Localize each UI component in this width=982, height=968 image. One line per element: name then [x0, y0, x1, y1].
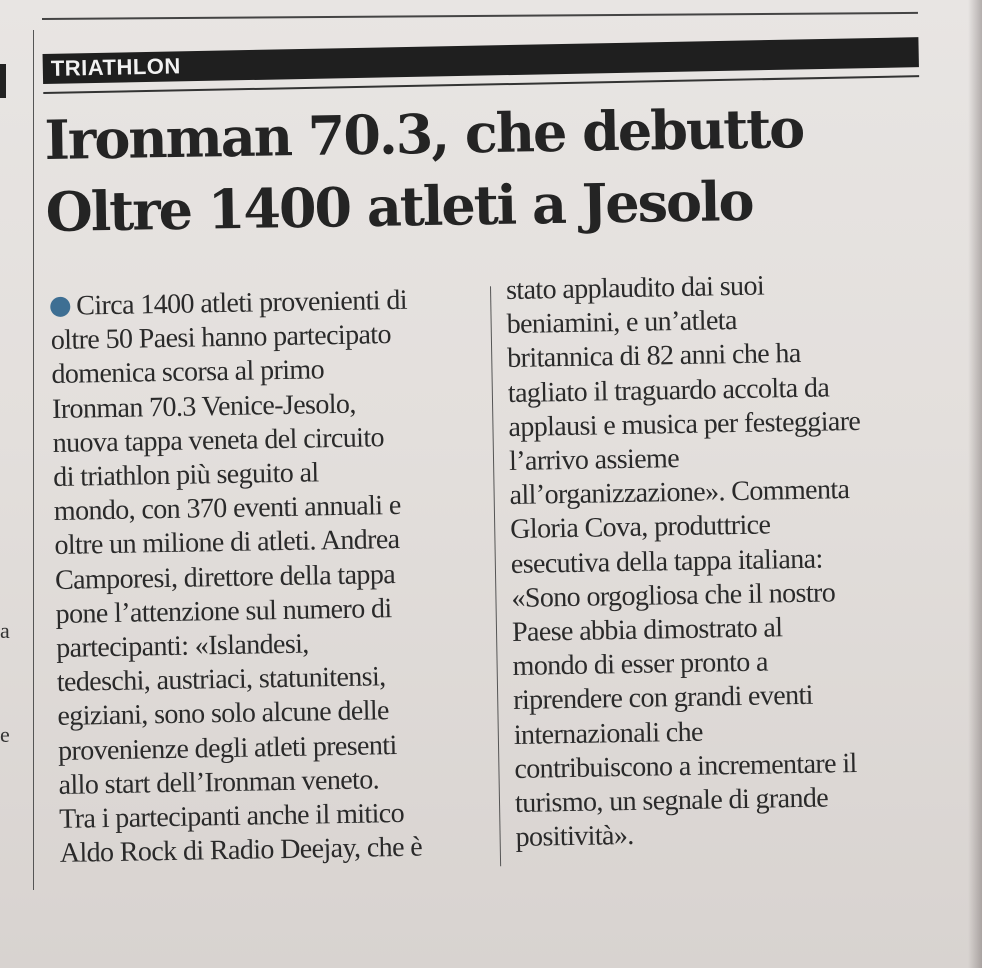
article-line: Tra i partecipanti anche il mitico — [58, 797, 405, 835]
article-line: internazionali che — [513, 716, 704, 751]
headline — [44, 90, 936, 248]
article-line: domenica scorsa al primo — [51, 354, 325, 391]
article-line: provenienze degli atleti presenti — [57, 729, 397, 767]
kicker-label: TRIATHLON — [50, 53, 181, 81]
margin-letter: e — [0, 722, 10, 747]
article-line: allo start dell’Ironman veneto. — [58, 764, 380, 801]
article-line: Aldo Rock di Radio Deejay, che è — [59, 831, 423, 870]
article-line: applausi e musica per festeggiare — [508, 405, 861, 443]
article-line: l’arrivo assieme — [508, 443, 680, 478]
article-line: esecutiva della tappa italiana: — [510, 543, 823, 580]
margin-letter: a — [0, 618, 10, 643]
section-kicker — [42, 9, 919, 94]
headline-line: Oltre 1400 atleti a Jesolo — [45, 168, 754, 244]
article-line: nuova tappa veneta del circuito — [52, 422, 385, 459]
article-line: oltre 50 Paesi hanno partecipato — [50, 319, 392, 357]
article-line: riprendere con grandi eventi — [512, 680, 814, 717]
article-line: partecipanti: «Islandesi, — [55, 628, 309, 664]
article-line: «Sono orgogliosa che il nostro — [511, 577, 836, 614]
article-line-text: Circa 1400 atleti provenienti di — [76, 284, 408, 322]
article-line: beniamini, e un’atleta — [506, 305, 738, 341]
article-line: egiziani, sono solo alcune delle — [57, 695, 390, 733]
article-line: positività». — [515, 820, 634, 854]
article-line: Camporesi, direttore della tappa — [54, 558, 396, 596]
bullet-dot-icon — [50, 297, 70, 317]
article-line: tedeschi, austriaci, statunitensi, — [56, 661, 386, 699]
article-line: di triathlon più seguito al — [53, 457, 319, 493]
column-divider — [490, 286, 501, 866]
article-line: Ironman 70.3 Venice-Jesolo, — [51, 388, 356, 425]
article-line: stato applaudito dai suoi — [505, 270, 765, 307]
article-line: britannica di 82 anni che ha — [507, 338, 801, 375]
article-column-1 — [50, 282, 490, 871]
article-line: tagliato il traguardo accolta da — [507, 372, 830, 409]
edge-mark — [0, 64, 6, 98]
page-edge-shadow — [968, 0, 982, 968]
article-line: Paese abbia dimostrato al — [511, 612, 783, 649]
left-column-rule — [33, 30, 34, 890]
article-line: Gloria Cova, produttrice — [509, 509, 771, 546]
article-line: pone l’attenzione sul numero di — [55, 592, 392, 630]
article-line: contribuiscono a incrementare il — [514, 747, 857, 785]
headline-line: Ironman 70.3, che debutto — [44, 96, 804, 172]
article-line: mondo di esser pronto a — [512, 646, 769, 683]
article-line: mondo, con 370 eventi annuali e — [53, 490, 401, 528]
article-line: all’organizzazione». Commenta — [509, 474, 850, 512]
article-body — [50, 270, 960, 890]
article-line: oltre un milione di atleti. Andrea — [54, 524, 400, 562]
article-line: turismo, un segnale di grande — [514, 782, 829, 820]
article-column-2 — [506, 266, 956, 855]
